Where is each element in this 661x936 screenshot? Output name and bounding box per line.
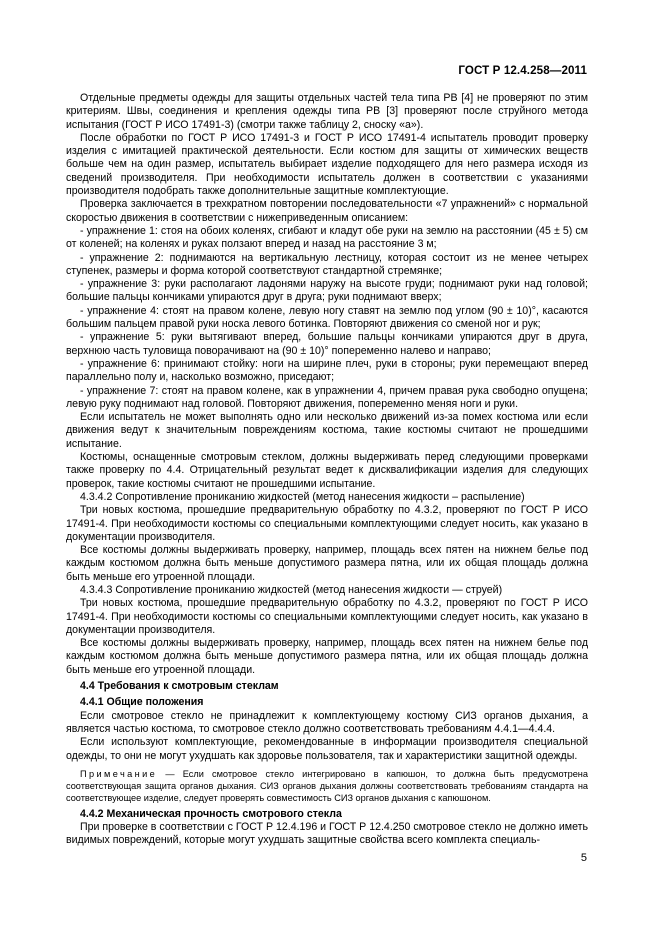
paragraph: Если используют комплектующие, рекомендованные в информации производителя специальной одежды, то они не могут ухудшать как здоровье пользователя, так и характеристики защитной одежды. [66, 736, 588, 762]
exercise-3: - упражнение 3: руки располагают ладонями наружу на высоте груди; поднимают руки над головой; большие пальцы кончиками упираются друг в друга; руки поднимают вверх; [66, 278, 588, 304]
paragraph: Три новых костюма, прошедшие предварительную обработку по 4.3.2, проверяют по ГОСТ Р ИСО 17491-4. При необходимости костюмы со специальными комплектующими следует носить, как указано в документации производителя. [66, 504, 588, 543]
section-4-3-4-2-title: 4.3.4.2 Сопротивление прониканию жидкостей (метод нанесения жидкости – распыление) [80, 490, 525, 503]
section-4-3-4-3-title: 4.3.4.3 Сопротивление прониканию жидкостей (метод нанесения жидкости — струей) [80, 583, 503, 596]
exercise-4: - упражнение 4: стоят на правом колене, левую ногу ставят на землю под углом (90 ± 10)°, касаются большим пальцем правой руки носка левого ботинка. Повторяют движения со сменой ног и рук; [66, 304, 588, 331]
section-4-4-title: 4.4 Требования к смотровым стеклам [80, 680, 279, 693]
paragraph: После обработки по ГОСТ Р ИСО 17491-3 и ГОСТ Р ИСО 17491-4 испытатель проводит проверку изделия с имитацией практической деятельности. Если костюм для защиты от химических веществ больше чем на один размер, испытатель выбирает изделие подходящего для него размера исходя из сведений производителя. При необходимости испытатель должен в соответствии с указаниями производителя подобрать также дополнительные защитные комплектующие. [66, 131, 588, 198]
paragraph: Все костюмы должны выдерживать проверку, например, площадь всех пятен на нижнем белье под каждым костюмом должна быть меньше допустимого размера пятна, или их общая площадь должна быть меньше его утроенной площади. [66, 637, 588, 676]
document-code-header: ГОСТ Р 12.4.258—2011 [458, 64, 587, 77]
paragraph: Если смотровое стекло не принадлежит к комплектующему костюму СИЗ органов дыхания, а является частью костюма, то смотровое стекло должно соответствовать требованиям 4.4.1—4.4.4. [66, 709, 588, 735]
paragraph: Все костюмы должны выдерживать проверку, например, площадь всех пятен на нижнем белье под каждым костюмом должна быть меньше допустимого размера пятна, или их общая площадь должна быть меньше его утроенной площади. [66, 544, 588, 583]
note-label: Примечание [80, 768, 158, 779]
paragraph: При проверке в соответствии с ГОСТ Р 12.4.196 и ГОСТ Р 12.4.250 смотровое стекло не должно иметь видимых повреждений, которые могут ухудшать защитные свойства всего комплекта специаль- [66, 821, 588, 847]
exercise-2: - упражнение 2: поднимаются на вертикальную лестницу, которая состоит из не менее четырех ступенек, размеры и форма которой соответствуют стандартной стремянке; [66, 251, 588, 277]
section-4-4-1-title: 4.4.1 Общие положения [80, 696, 204, 709]
exercise-1: - упражнение 1: стоя на обоих коленях, сгибают и кладут обе руки на землю на расстоянии (45 ± 5) см от коленей; на коленях и руках ползают вперед и назад на расстояние 3 м; [66, 224, 588, 251]
paragraph: Костюмы, оснащенные смотровым стеклом, должны выдерживать перед следующими проверками также проверку по 4.4. Отрицательный результат ведет к дисквалификации изделия для следующих проверок, такие костюмы считают не прошедшими испытание. [66, 451, 588, 490]
page-body [66, 92, 588, 848]
exercise-7: - упражнение 7: стоят на правом колене, как в упражнении 4, причем правая рука свободно опущена; левую руку поднимают над головой. Повторяют движения, попеременно меняя ноги и руки. [66, 384, 588, 410]
paragraph: Отдельные предметы одежды для защиты отдельных частей тела типа РВ [4] не проверяют по этим критериям. Швы, соединения и крепления одежды типа РВ [3] проверяют после струйного метода испытания (ГОСТ Р ИСО 17491-3) (смотри также таблицу 2, сноску «а»). [66, 92, 588, 131]
section-4-4-2-title: 4.4.2 Механическая прочность смотрового стекла [80, 807, 342, 820]
note [66, 768, 588, 804]
paragraph: Проверка заключается в трехкратном повторении последовательности «7 упражнений» с нормальной скоростью движения в соответствии с нижеприведенным описанием: [66, 198, 588, 224]
exercise-6: - упражнение 6: принимают стойку: ноги на ширине плеч, руки в стороны; руки перемещают вперед параллельно полу и, насколько возможно, приседают; [66, 357, 588, 384]
paragraph: Три новых костюма, прошедшие предварительную обработку по 4.3.2, проверяют по ГОСТ Р ИСО 17491-4. При необходимости костюмы со специальными комплектующими следует носить, как указано в документации производителя. [66, 597, 588, 636]
exercise-5: - упражнение 5: руки вытягивают вперед, большие пальцы кончиками упираются друг в друга, верхнюю часть туловища поворачивают на (90 ± 10)° попеременно налево и направо; [66, 331, 588, 357]
paragraph: Если испытатель не может выполнять одно или несколько движений из-за помех костюма или если движения ведут к значительным повреждениям костюма, такие костюмы считают не прошедшими испытание. [66, 411, 588, 450]
page-number: 5 [580, 852, 587, 864]
note-text: — Если смотровое стекло интегрировано в капюшон, то должна быть предусмотрена соответствующая защита органов дыхания. СИЗ органов дыхания должны соответствовать требованиям стандарта на соответствующее изделие, следует проверять совместимость СИЗ органов дыхания с капюшоном. [66, 768, 588, 803]
